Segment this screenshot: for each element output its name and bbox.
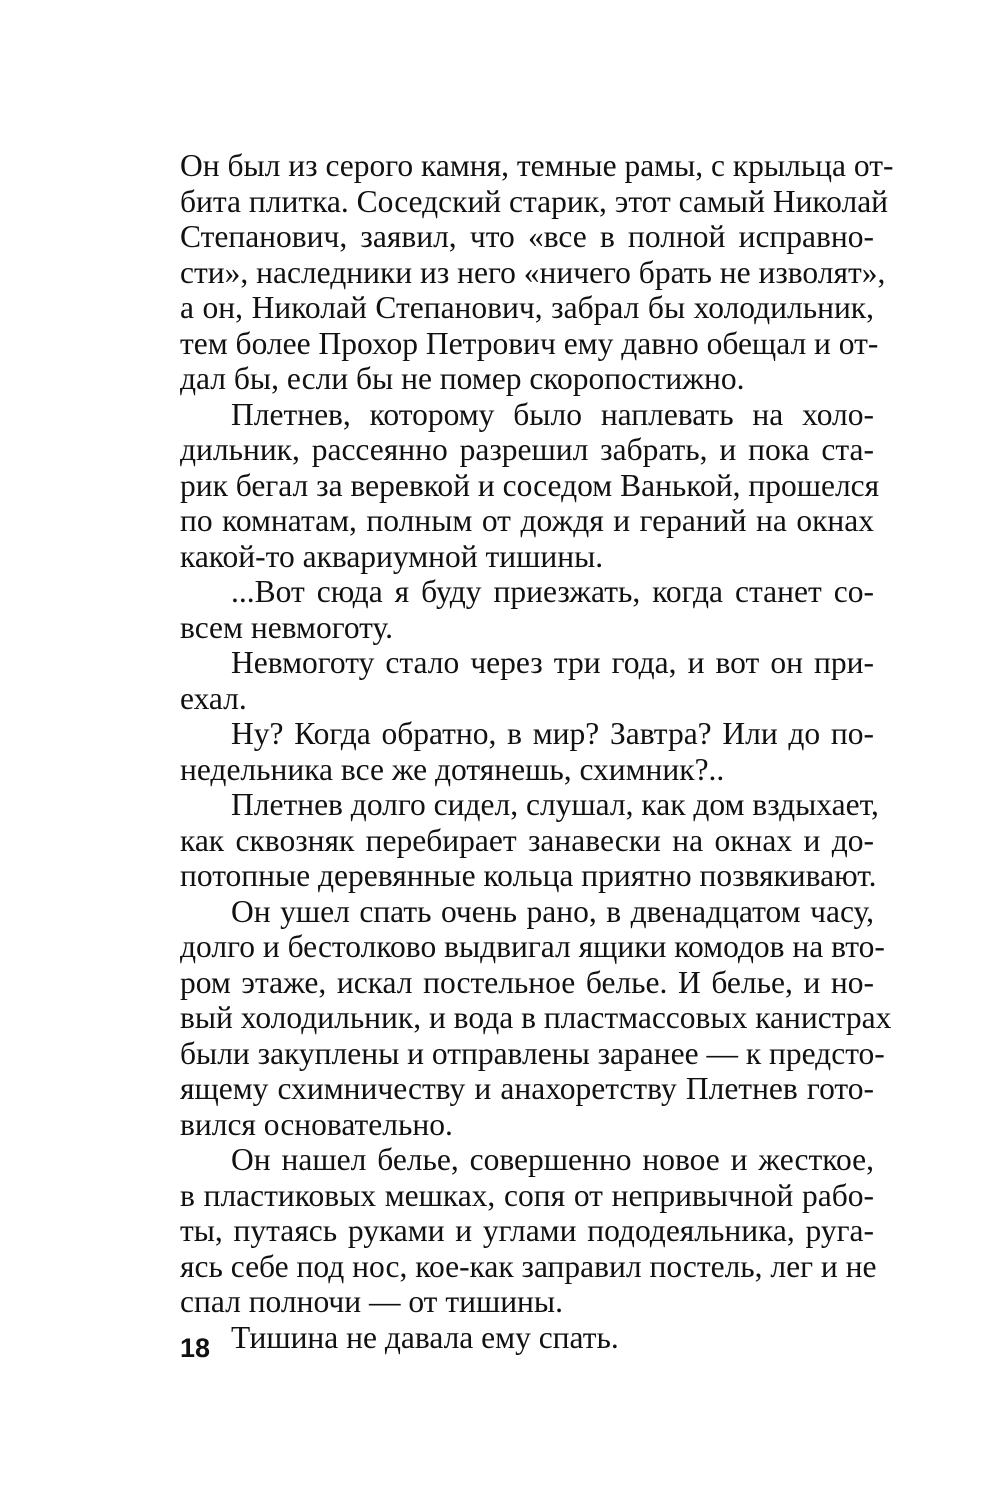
text-line: Ну? Когда обратно, в мир? Завтра? Или до по- — [231, 716, 874, 751]
text-line: Степанович, заявил, что «все в полной исправно- — [180, 219, 874, 254]
text-line: ром этаже, искал постельное белье. И белье, и но- — [180, 964, 874, 1000]
text-line: всем невмоготу. — [180, 609, 393, 645]
text-line: бита плитка. Соседский старик, этот самый Николай — [180, 183, 889, 219]
text-line: Он нашел белье, совершенно новое и жесткое, — [231, 1142, 874, 1177]
text-line: вый холодильник, и вода в пластмассовых канистрах — [180, 1000, 892, 1035]
text-line: Тишина не давала ему спать. — [231, 1319, 619, 1355]
text-line: Невмоготу стало через три года, и вот он при- — [231, 645, 874, 680]
text-line: в пластиковых мешках, сопя от непривычной рабо- — [180, 1177, 874, 1213]
text-line: дал бы, если бы не помер скоропостижно. — [180, 361, 745, 396]
text-line: потопные деревянные кольца приятно позвякивают. — [180, 858, 877, 893]
text-line: недельника все же дотянешь, схимник?.. — [180, 751, 725, 787]
text-line: по комнатам, полным от дождя и гераний на окнах — [180, 503, 874, 538]
text-line: дильник, рассеянно разрешил забрать, и пока ста- — [180, 432, 874, 467]
text-line: а он, Николай Степанович, забрал бы холодильник, — [180, 290, 874, 325]
paragraph — [180, 1320, 874, 1356]
text-line: ясь себе под нос, кое-как заправил постель, лег и не — [180, 1248, 877, 1284]
text-line: вился основательно. — [180, 1106, 453, 1142]
text-line: рик бегал за веревкой и соседом Ванькой, прошелся — [180, 467, 880, 503]
paragraph — [180, 787, 879, 894]
text-line: Плетнев долго сидел, слушал, как дом вздыхает, — [231, 787, 879, 822]
text-line: тем более Прохор Петрович ему давно обещал и от- — [180, 325, 879, 361]
paragraph — [180, 1142, 877, 1320]
text-line: ты, путаясь руками и углами пододеяльника, руга- — [180, 1213, 874, 1248]
text-line: ехал. — [180, 680, 247, 716]
paragraph — [180, 148, 894, 397]
paragraph — [180, 893, 892, 1143]
paragraph — [180, 396, 880, 575]
text-line: долго и бестолково выдвигал ящики комодов на вто- — [180, 929, 885, 964]
text-line: Плетнев, которому было наплевать на холо- — [231, 396, 874, 432]
page-number: 18 — [180, 1333, 211, 1363]
body-text — [180, 148, 894, 1355]
text-line: ящему схимничеству и анахоретству Плетнев гото- — [180, 1071, 874, 1106]
text-line: какой-то аквариумной тишины. — [180, 538, 604, 574]
text-line: ...Вот сюда я буду приезжать, когда станет со- — [231, 574, 874, 609]
paragraph — [180, 574, 874, 645]
text-line: Он ушел спать очень рано, в двенадцатом часу, — [231, 893, 874, 929]
text-line: как сквозняк перебирает занавески на окнах и до- — [180, 822, 874, 858]
text-line: спал полночи — от тишины. — [180, 1284, 563, 1319]
paragraph — [180, 645, 874, 716]
paragraph — [180, 716, 874, 787]
text-line: были закуплены и отправлены заранее — к предсто- — [180, 1035, 885, 1071]
text-line: Он был из серого камня, темные рамы, с крыльца от- — [180, 148, 894, 183]
text-line: сти», наследники из него «ничего брать не изволят», — [180, 254, 886, 290]
